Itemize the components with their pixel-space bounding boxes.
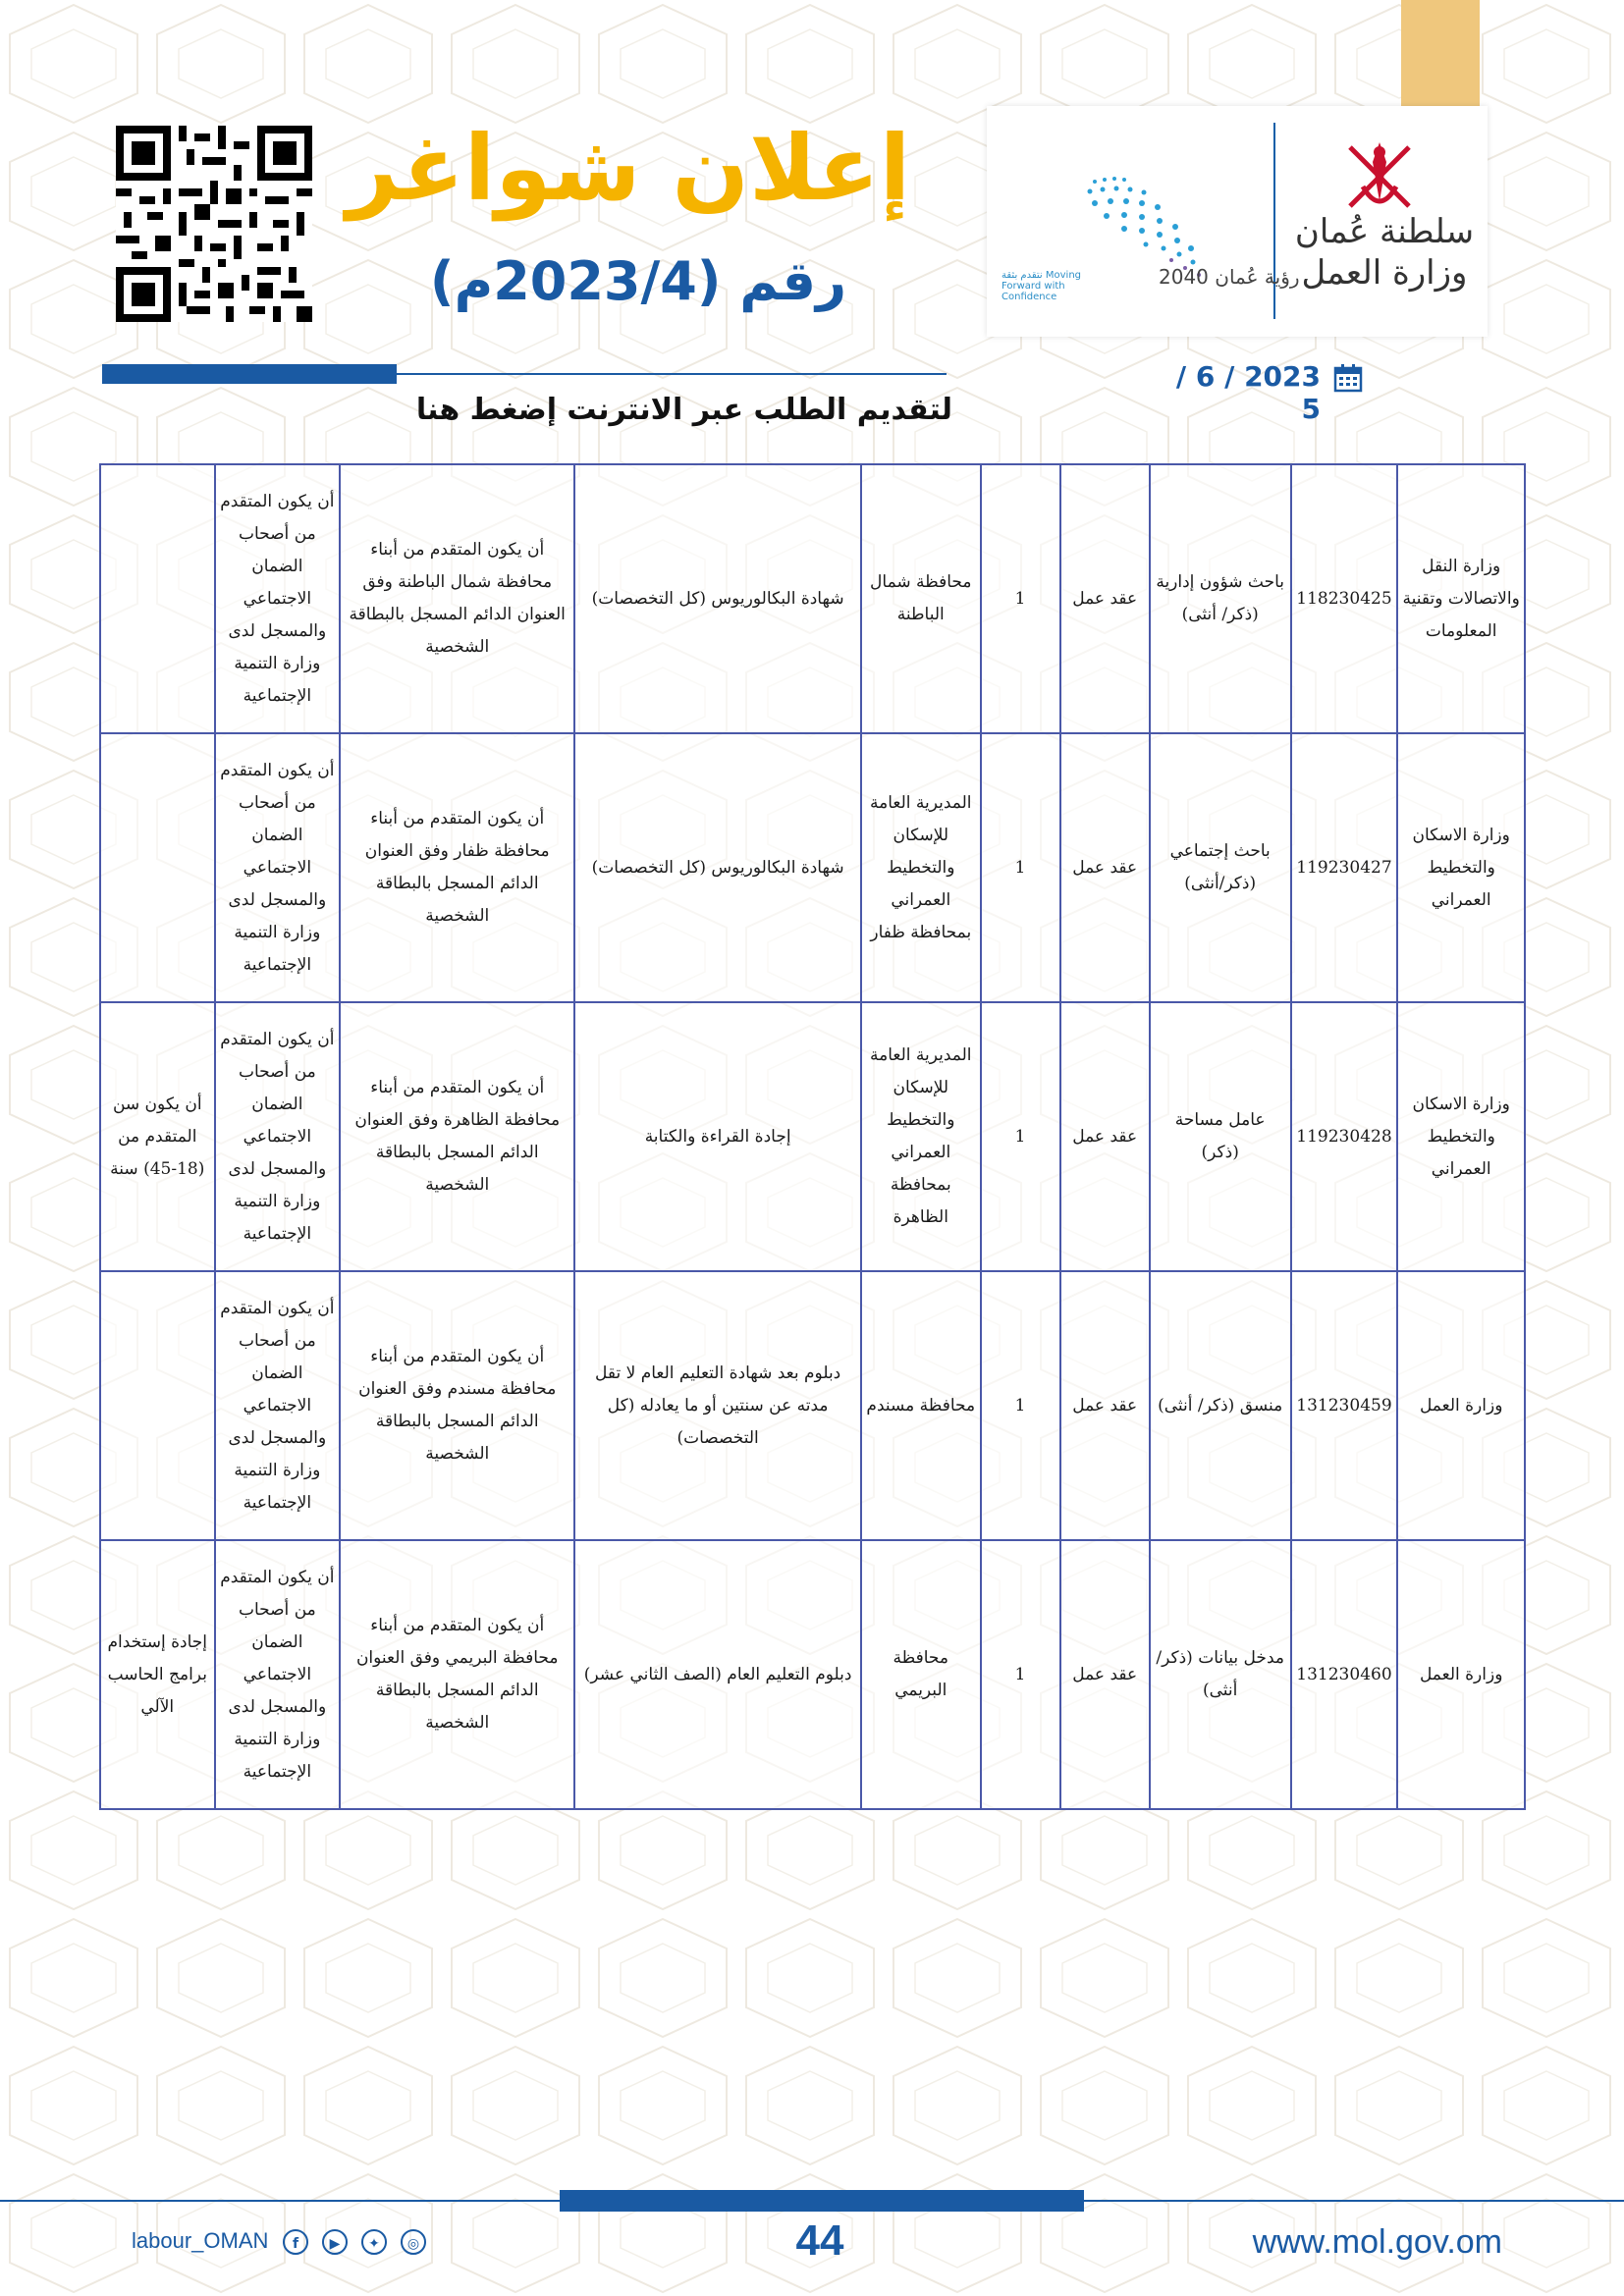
cell-contract-type: عقد عمل [1060, 1271, 1150, 1540]
cell-vacancy-count: 1 [981, 1271, 1060, 1540]
cell-location: المديرية العامة للإسكان والتخطيط العمراني بمحافظة ظفار [861, 733, 981, 1002]
cell-job-title: باحث شؤون إدارية (ذكر/ أنثى) [1150, 464, 1291, 733]
cell-job-title: باحث إجتماعي (ذكر/أنثى) [1150, 733, 1291, 1002]
header-divider-bar [102, 364, 397, 384]
cell-ministry: وزارة العمل [1397, 1540, 1525, 1809]
page-title: إعلان شواغر [346, 116, 911, 221]
instagram-icon[interactable]: ◎ [401, 2229, 426, 2255]
cell-social-condition: أن يكون المتقدم من أصحاب الضمان الاجتماعي والمسجل لدى وزارة التنمية الإجتماعية [215, 733, 341, 1002]
cell-other-condition [100, 1271, 215, 1540]
vision-2040-text: رؤية عُمان 2040 [1159, 265, 1300, 289]
table-row [100, 464, 1525, 733]
twitter-icon[interactable]: ✦ [361, 2229, 387, 2255]
ministry-line-2: وزارة العمل [1301, 253, 1468, 293]
youtube-icon[interactable]: ▶ [322, 2229, 348, 2255]
cell-contract-type: عقد عمل [1060, 733, 1150, 1002]
announcement-date: 2023 / 6 / 5 [1175, 360, 1321, 425]
table-row [100, 1271, 1525, 1540]
cell-contract-type: عقد عمل [1060, 464, 1150, 733]
cell-vacancy-count: 1 [981, 464, 1060, 733]
cell-job-title: منسق (ذكر/ أنثى) [1150, 1271, 1291, 1540]
cell-social-condition: أن يكون المتقدم من أصحاب الضمان الاجتماعي والمسجل لدى وزارة التنمية الإجتماعية [215, 1271, 341, 1540]
cell-residence-condition: أن يكون المتقدم من أبناء محافظة مسندم وفق العنوان الدائم المسجل بالبطاقة الشخصية [340, 1271, 574, 1540]
cell-job-code: 118230425 [1291, 464, 1398, 733]
footer-divider-bar [560, 2190, 1084, 2212]
apply-online-link[interactable]: لتقديم الطلب عبر الانترنت إضغط هنا [415, 393, 952, 427]
cell-ministry: وزارة الاسكان والتخطيط العمراني [1397, 1002, 1525, 1271]
cell-job-title: عامل مساحة (ذكر) [1150, 1002, 1291, 1271]
website-link[interactable]: www.mol.gov.om [1252, 2223, 1502, 2261]
cell-other-condition [100, 733, 215, 1002]
cell-social-condition: أن يكون المتقدم من أصحاب الضمان الاجتماعي والمسجل لدى وزارة التنمية الإجتماعية [215, 464, 341, 733]
cell-social-condition: أن يكون المتقدم من أصحاب الضمان الاجتماعي والمسجل لدى وزارة التنمية الإجتماعية [215, 1540, 341, 1809]
cell-qualification: إجادة القراءة والكتابة [574, 1002, 861, 1271]
cell-job-code: 131230460 [1291, 1540, 1398, 1809]
table-row [100, 733, 1525, 1002]
social-links [132, 2228, 426, 2260]
cell-other-condition: إجادة إستخدام برامج الحاسب الآلي [100, 1540, 215, 1809]
cell-location: محافظة شمال الباطنة [861, 464, 981, 733]
cell-ministry: وزارة الاسكان والتخطيط العمراني [1397, 733, 1525, 1002]
logo-divider [1273, 123, 1275, 319]
cell-contract-type: عقد عمل [1060, 1540, 1150, 1809]
cell-qualification: دبلوم التعليم العام (الصف الثاني عشر) [574, 1540, 861, 1809]
cell-vacancy-count: 1 [981, 1540, 1060, 1809]
cell-qualification: دبلوم بعد شهادة التعليم العام لا تقل مدته عن سنتين أو ما يعادله (كل التخصصات) [574, 1271, 861, 1540]
facebook-icon[interactable]: f [283, 2229, 308, 2255]
cell-job-code: 119230428 [1291, 1002, 1398, 1271]
cell-ministry: وزارة العمل [1397, 1271, 1525, 1540]
calendar-icon [1333, 363, 1363, 393]
cell-location: محافظة مسندم [861, 1271, 981, 1540]
cell-qualification: شهادة البكالوريوس (كل التخصصات) [574, 464, 861, 733]
cell-social-condition: أن يكون المتقدم من أصحاب الضمان الاجتماعي والمسجل لدى وزارة التنمية الإجتماعية [215, 1002, 341, 1271]
cell-residence-condition: أن يكون المتقدم من أبناء محافظة ظفار وفق العنوان الدائم المسجل بالبطاقة الشخصية [340, 733, 574, 1002]
qr-code-icon[interactable] [116, 126, 312, 322]
cell-other-condition: أن يكون سن المتقدم من (18-45) سنة [100, 1002, 215, 1271]
vision-tagline: نتقدم بثقة Moving Forward with Confidence [1001, 270, 1082, 302]
oman-emblem-icon [1335, 133, 1424, 221]
ministry-line-1: سلطنة عُمان [1294, 212, 1475, 251]
announcement-number: رقم (2023/4م) [429, 250, 847, 312]
cell-other-condition [100, 464, 215, 733]
cell-qualification: شهادة البكالوريوس (كل التخصصات) [574, 733, 861, 1002]
social-handle[interactable]: labour_OMAN [132, 2228, 269, 2253]
cell-location: المديرية العامة للإسكان والتخطيط العمراني بمحافظة الظاهرة [861, 1002, 981, 1271]
table-row [100, 1002, 1525, 1271]
cell-ministry: وزارة النقل والاتصالات وتقنية المعلومات [1397, 464, 1525, 733]
table-row [100, 1540, 1525, 1809]
cell-job-code: 131230459 [1291, 1271, 1398, 1540]
cell-residence-condition: أن يكون المتقدم من أبناء محافظة البريمي وفق العنوان الدائم المسجل بالبطاقة الشخصية [340, 1540, 574, 1809]
cell-residence-condition: أن يكون المتقدم من أبناء محافظة الظاهرة وفق العنوان الدائم المسجل بالبطاقة الشخصية [340, 1002, 574, 1271]
cell-contract-type: عقد عمل [1060, 1002, 1150, 1271]
page-number: 44 [795, 2216, 844, 2265]
ministry-name [1286, 211, 1483, 294]
cell-job-title: مدخل بيانات (ذكر/أنثى) [1150, 1540, 1291, 1809]
cell-job-code: 119230427 [1291, 733, 1398, 1002]
cell-location: محافظة البريمي [861, 1540, 981, 1809]
cell-residence-condition: أن يكون المتقدم من أبناء محافظة شمال الباطنة وفق العنوان الدائم المسجل بالبطاقة الشخصية [340, 464, 574, 733]
vacancies-table [99, 463, 1526, 1810]
vacancies-table-body [100, 464, 1525, 1809]
cell-vacancy-count: 1 [981, 1002, 1060, 1271]
cell-vacancy-count: 1 [981, 733, 1060, 1002]
